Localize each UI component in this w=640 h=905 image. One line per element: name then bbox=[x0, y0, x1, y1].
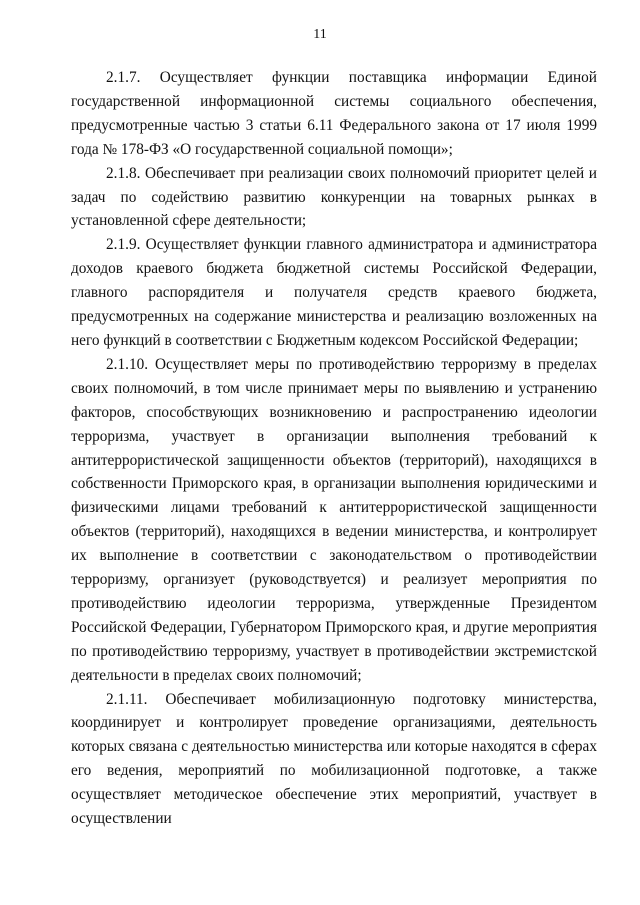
paragraph-2-1-10: 2.1.10. Осуществляет меры по противодействию терроризму в пределах своих полномочий, в том числе принимает меры по выявлению и устранению факторов, способствующих возникновению и распространению идеологии терроризма, участвует в организации выполнения требований к антитеррористической защищенности объектов (территорий), находящихся в собственности Приморского края, в организации выполнения юридическими и физическими лицами требований к антитеррористической защищенности объектов (территорий), находящихся в ведении министерства, и контролирует их выполнение в соответствии с законодательством о противодействии терроризму, организует (руководствуется) и реализует мероприятия по противодействию идеологии терроризма, утвержденные Президентом Российской Федерации, Губернатором Приморского края, и другие мероприятия по противодействию терроризму, участвует в противодействии экстремистской деятельности в пределах своих полномочий; bbox=[71, 355, 597, 684]
paragraph-2-1-7: 2.1.7. Осуществляет функции поставщика информации Единой государственной информационной системы социального обеспечения, предусмотренные частью 3 статьи 6.11 Федерального закона от 17 июля 1999 года № 178-ФЗ «О государственной социальной помощи»; bbox=[71, 69, 597, 158]
paragraph-2-1-9: 2.1.9. Осуществляет функции главного администратора и администратора доходов краевого бюджета бюджетной системы Российской Федерации, главного распорядителя и получателя средств краевого бюджета, предусмотренных на содержание министерства и реализацию возложенных на него функций в соответствии с Бюджетным кодексом Российской Федерации; bbox=[71, 236, 597, 349]
paragraph-2-1-8: 2.1.8. Обеспечивает при реализации своих полномочий приоритет целей и задач по содействию развитию конкуренции на товарных рынках в установленной сфере деятельности; bbox=[71, 164, 597, 230]
paragraph-2-1-11: 2.1.11. Обеспечивает мобилизационную подготовку министерства, координирует и контролирует проведение организациями, деятельность которых связана с деятельностью министерства или которые находятся в сферах его ведения, мероприятий по мобилизационной подготовке, а также осуществляет методическое обеспечение этих мероприятий, участвует в осуществлении bbox=[71, 690, 597, 828]
document-body bbox=[71, 66, 597, 831]
page-number: 11 bbox=[313, 27, 327, 42]
